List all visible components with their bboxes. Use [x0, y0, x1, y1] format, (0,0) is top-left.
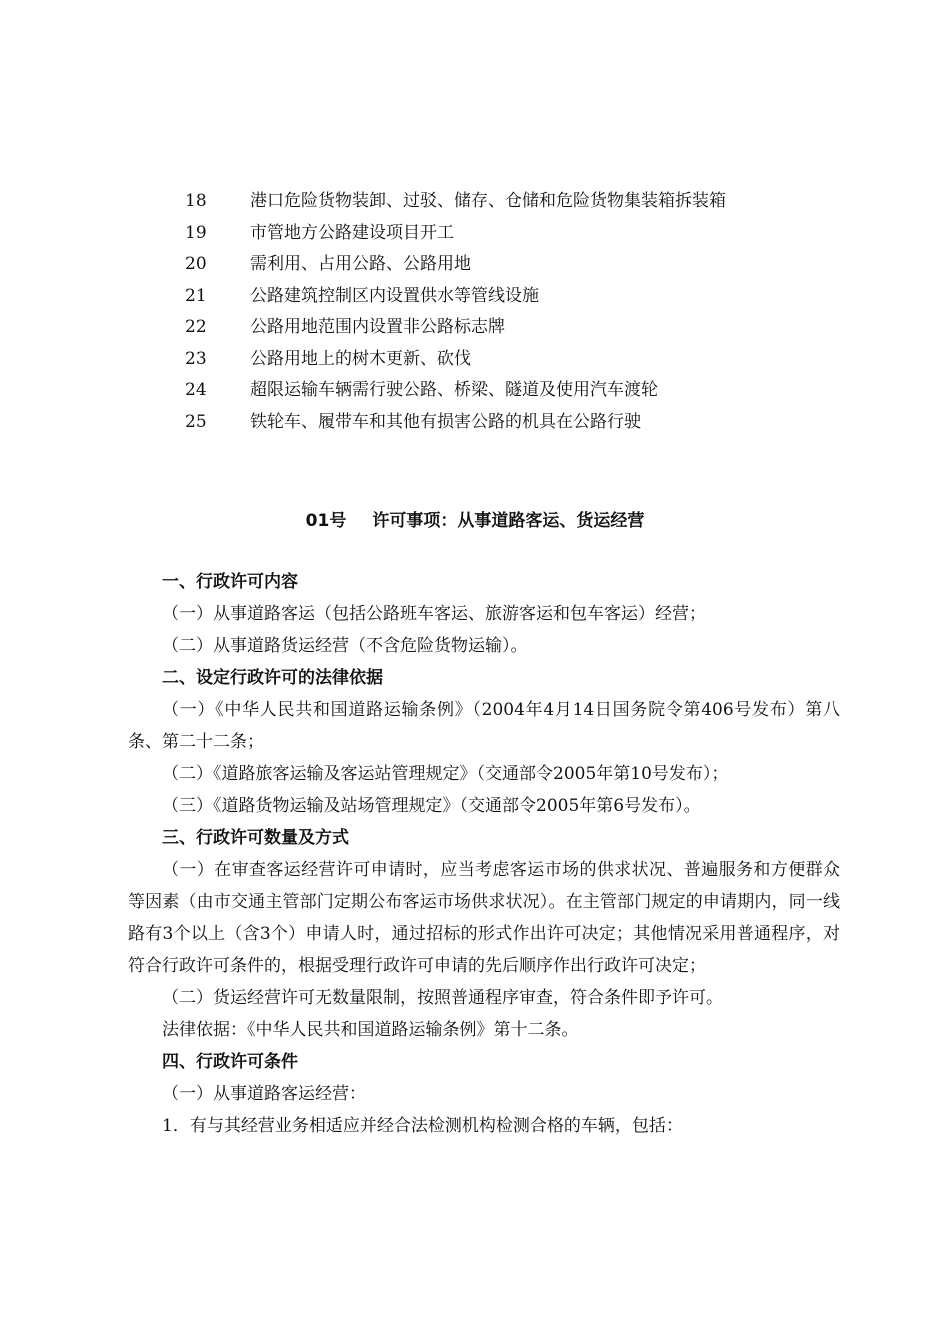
list-item — [0, 344, 950, 376]
section-title — [0, 507, 950, 535]
list-item — [0, 218, 950, 250]
paragraph: （三）《道路货物运输及站场管理规定》（交通部令2005年第6号发布）。 — [162, 796, 701, 816]
list-item — [0, 186, 950, 218]
paragraph: （一）《中华人民共和国道路运输条例》（2004年4月14日国务院令第406号发布）第八条、第二十二条； — [128, 700, 840, 752]
document-body — [128, 566, 840, 1142]
paragraph: （二）货运经营许可无数量限制，按照普通程序审查，符合条件即予许可。 — [162, 988, 723, 1008]
item-number: 25 — [185, 411, 207, 432]
item-text: 公路建筑控制区内设置供水等管线设施 — [250, 285, 539, 306]
list-item — [0, 375, 950, 407]
legal-basis: 法律依据：《中华人民共和国道路运输条例》第十二条。 — [162, 1020, 579, 1040]
item-number: 23 — [185, 348, 207, 369]
item-text: 需利用、占用公路、公路用地 — [250, 254, 471, 274]
list-item — [0, 281, 950, 313]
list-item — [0, 312, 950, 344]
paragraph: （一）从事道路客运经营： — [162, 1084, 366, 1104]
section-heading: 二、设定行政许可的法律依据 — [162, 668, 383, 688]
item-text: 市管地方公路建设项目开工 — [250, 222, 454, 243]
section-title-text: 许可事项：从事道路客运、货运经营 — [372, 511, 645, 531]
item-number: 24 — [185, 380, 207, 400]
item-number: 22 — [185, 317, 207, 337]
paragraph: （一）在审查客运经营许可申请时，应当考虑客运市场的供求状况、普遍服务和方便群众等因素（由市交通主管部门定期公布客运市场供求状况）。在主管部门规定的申请期内，同一线路有3个以上（含3个）申请人时，通过招标的形式作出许可决定；其他情况采用普通程序，对符合行政许可条件的，根据受理行政许可申请的先后顺序作出行政许可决定； — [128, 860, 840, 976]
item-number: 19 — [185, 222, 207, 243]
list-item — [0, 249, 950, 281]
item-number: 21 — [185, 285, 207, 306]
item-text: 超限运输车辆需行驶公路、桥梁、隧道及使用汽车渡轮 — [250, 380, 658, 400]
paragraph: （二）《道路旅客运输及客运站管理规定》（交通部令2005年第10号发布）； — [162, 764, 729, 784]
item-text: 港口危险货物装卸、过驳、储存、仓储和危险货物集装箱拆装箱 — [250, 191, 726, 211]
section-heading: 三、行政许可数量及方式 — [162, 828, 349, 848]
permit-item-list — [0, 186, 950, 438]
section-number: 01号 — [305, 511, 347, 531]
section-heading: 四、行政许可条件 — [162, 1052, 298, 1072]
paragraph: （二）从事道路货运经营（不含危险货物运输）。 — [162, 636, 528, 656]
item-text: 公路用地上的树木更新、砍伐 — [250, 348, 471, 369]
item-text: 公路用地范围内设置非公路标志牌 — [250, 317, 505, 337]
paragraph: （一）从事道路客运（包括公路班车客运、旅游客运和包车客运）经营； — [162, 604, 706, 624]
paragraph: 1．有与其经营业务相适应并经合法检测机构检测合格的车辆，包括： — [162, 1116, 683, 1136]
section-heading: 一、行政许可内容 — [162, 572, 298, 592]
item-number: 20 — [185, 254, 207, 274]
item-text: 铁轮车、履带车和其他有损害公路的机具在公路行驶 — [250, 411, 641, 432]
list-item — [0, 407, 950, 439]
item-number: 18 — [185, 191, 207, 211]
